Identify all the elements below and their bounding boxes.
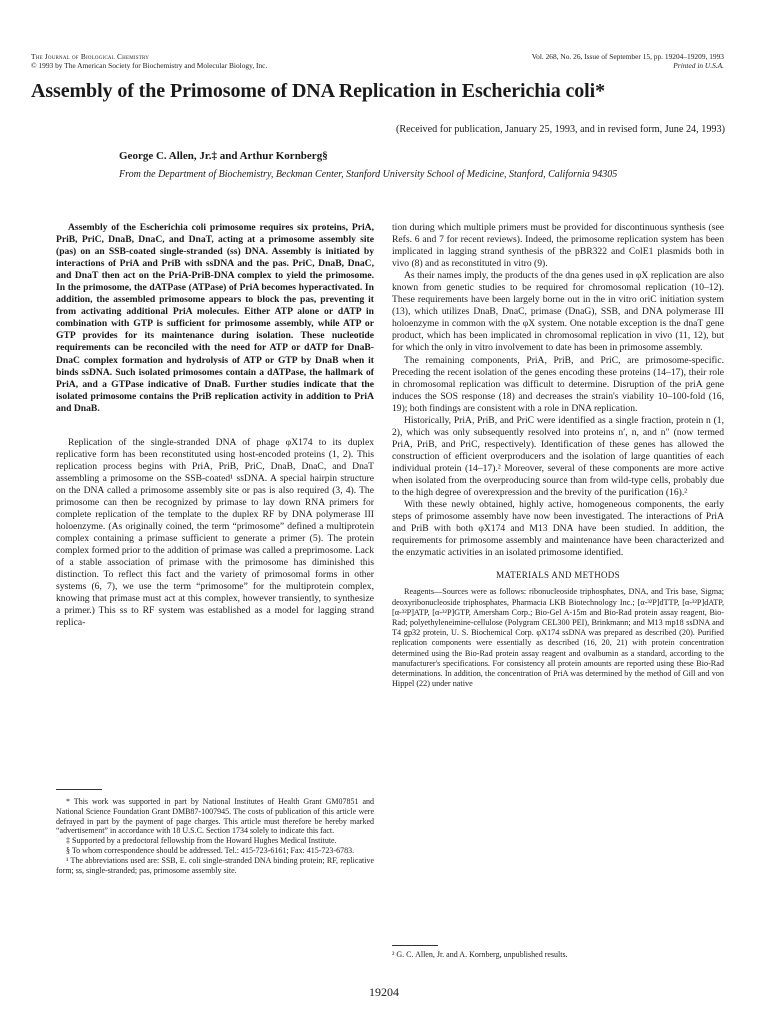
journal-name: The Journal of Biological Chemistry: [31, 52, 150, 61]
abstract: [56, 222, 374, 415]
footnote-abbreviations: ¹ The abbreviations used are: SSB, E. coli single-stranded DNA binding protein; RF, replicative form; ss, single-stranded; pas, primosome assembly site.: [56, 855, 374, 875]
footnote-unpublished: ² G. C. Allen, Jr. and A. Kornberg, unpublished results.: [392, 950, 568, 959]
body-paragraph: With these newly obtained, highly active, homogeneous components, the early steps of primosome assembly have now been investigated. The interactions of PriA and PriB with both φX174 and M13 DNA have been studied. In addition, the requirements for primosome assembly and maintenance have been characterized and the enzymatic activities in an isolated primosome identified.: [392, 499, 724, 559]
issue-header: [532, 52, 724, 70]
body-paragraph: The remaining components, PriA, PriB, and PriC, are primosome-specific. Preceding the recent isolation of the genes encoding these proteins (14–17), their role in chromosomal replication was difficult to determine. Disruption of the priA gene induces the SOS response (18) and decreases the strain's viability 10–100-fold (16, 19); both findings are consistent with a role in DNA replication.: [392, 354, 724, 414]
page-number: 19204: [369, 985, 399, 999]
methods-reagents: Reagents—Sources were as follows: ribonucleoside triphosphates, DNA, and Tris base, Sigma; deoxyribonucleoside triphosphates, Pharmacia LKB Biotechnology Inc.; [α-³²P]dTTP, [α-³²P]dATP, [α-³²P]ATP, [α-³²P]GTP, Amersham Corp.; Bio-Gel A-15m and Bio-Rad protein assay reagent, Bio-Rad; polyethyleneimine-cellulose (Polygram CEL300 PEI), Brinkmann; and M13 mp18 ssDNA and T4 gp32 protein, U. S. Biochemical Corp. φX174 ssDNA was prepared as described (20). Purified replication components were essentially as described (16, 20, 21) with protein concentration determined using the Bio-Rad protein assay reagent and ovalbumin as a standard, according to the manufacturer's specifications. For consistency all protein amounts are reported using these Bio-Rad determinations. In addition, the concentration of PriA was determined by the method of Gill and von Hippel (22) under native: [392, 587, 724, 689]
right-column: [392, 222, 724, 689]
intro-paragraph: Replication of the single-stranded DNA of phage φX174 to its duplex replicative form has been reconstituted using host-encoded proteins (1, 2). This replication process begins with PriA, PriB, PriC, DnaB, DnaC, and DnaT assembling a primosome on the SSB-coated¹ ssDNA. A special hairpin structure on the DNA called a primosome assembly site or pas is also required (3, 4). The primosome can then be recognized by primase to lay down RNA primers for complete replication of the template to the duplex RF by DNA polymerase III holoenzyme. (As originally coined, the term “primosome” defined a multiprotein complex containing a primase sufficient to generate a primer (5). The protein complex formed prior to the addition of primase was called a preprimosome. Lack of a stable association of primase with the primosome has diminished this distinction. To reflect this fact and the variety of primosomal forms in other systems (6, 7), we use the term “primosome” for the multiprotein complex, knowing that primase must act at this complex, however transiently, to synthesize a primer.) This ss to RF system was established as a model for lagging strand replica-: [56, 436, 374, 629]
footnote-funding: * This work was supported in part by National Institutes of Health Grant GM07851 and National Science Foundation Grant DMB87-1007945. The costs of publication of this article were defrayed in part by the payment of page charges. This article must therefore be hereby marked “advertisement” in accordance with 18 U.S.C. Section 1734 solely to indicate this fact.: [56, 797, 374, 836]
body-paragraph: As their names imply, the products of the dna genes used in φX replication are also known from genetic studies to be required for chromosomal replication (10–12). These requirements have been largely borne out in the in vitro oriC initiation system (13), which utilizes DnaB, DnaC, primase (DnaG), SSB, and DNA polymerase III holoenzyme in common with the φX system. One notable exception is the dnaT gene product, which has been implicated in chromosomal replication in vivo (11, 12), but for which the only in vitro involvement to date has been in primosome assembly.: [392, 270, 724, 354]
footnote-rule-right: [392, 945, 438, 946]
abstract-text: Assembly of the Escherichia coli primosome requires six proteins, PriA, PriB, PriC, DnaB, DnaC, and DnaT, acting at a primosome assembly site (pas) on an SSB-coated single-stranded (ss) DNA. Assembly is initiated by interactions of PriA and PriB with ssDNA and the pas. PriC, DnaB, DnaC, and DnaT then act on the PriA-PriB-DNA complex to yield the primosome. In the primosome, the dATPase (ATPase) of PriA becomes hyperactivated. In addition, the assembled primosome appears to block the pas, preventing it from activating additional PriA molecules. Either ATP alone or dATP in combination with GTP is sufficient for primosome assembly, while ATP or GTP provides for its maintenance during isolation. These nucleotide requirements can be reconciled with the need for ATP or dATP for DnaB-DnaC complex formation and hydrolysis of ATP or GTP by DnaB when it binds ssDNA. Such isolated primosomes contain a dATPase, the hallmark of PriA, and a GTPase indicative of DnaB. Further studies indicate that the isolated primosome contains the PriB replication activity in addition to PriA and DnaB.: [56, 222, 374, 414]
affiliation: From the Department of Biochemistry, Beckman Center, Stanford University School of Medicine, Stanford, California 94305: [119, 169, 618, 180]
footnote-correspondence: § To whom correspondence should be addressed. Tel.: 415-723-6161; Fax: 415-723-6783.: [66, 845, 355, 855]
body-paragraph: Historically, PriA, PriB, and PriC were identified as a single fraction, protein n (1, 2), which was only subsequently resolved into proteins n′, n, and n″ (now termed PriA, PriB, and PriC, respectively). Identification of these genes has allowed the construction of efficient overproducers and the isolation of large quantities of each individual protein (14–17).² Moreover, several of these components are more active when isolated from the overproducing source than from wild-type cells, probably due to the high degree of overexpression and the brevity of the purification (16).²: [392, 414, 724, 499]
article-title: Assembly of the Primosome of DNA Replication in Escherichia coli*: [31, 80, 605, 102]
methods-section: [392, 587, 724, 689]
author-line: George C. Allen, Jr.‡ and Arthur Kornberg§: [119, 150, 328, 162]
journal-header: [31, 52, 267, 70]
copyright-line: © 1993 by The American Society for Biochemistry and Molecular Biology, Inc.: [31, 61, 268, 70]
left-column: [56, 222, 374, 630]
footnotes-left: [56, 797, 374, 875]
printed-line: Printed in U.S.A.: [673, 61, 724, 70]
footnote-rule: [56, 789, 102, 790]
volume-line: Vol. 268, No. 26, Issue of September 15, pp. 19204–19209, 1993: [531, 52, 724, 61]
body-paragraph: tion during which multiple primers must be provided for discontinuous synthesis (see Refs. 6 and 7 for recent reviews). Indeed, the primosome replication system has been implicated in lagging strand synthesis of the pBR322 and ColE1 plasmids both in vivo (8) and as reconstituted in vitro (9).: [392, 222, 724, 270]
received-date: (Received for publication, January 25, 1993, and in revised form, June 24, 1993): [395, 124, 725, 135]
methods-heading: MATERIALS AND METHODS: [496, 570, 620, 581]
footnote-fellowship: ‡ Supported by a predoctoral fellowship from the Howard Hughes Medical Institute.: [66, 836, 337, 846]
